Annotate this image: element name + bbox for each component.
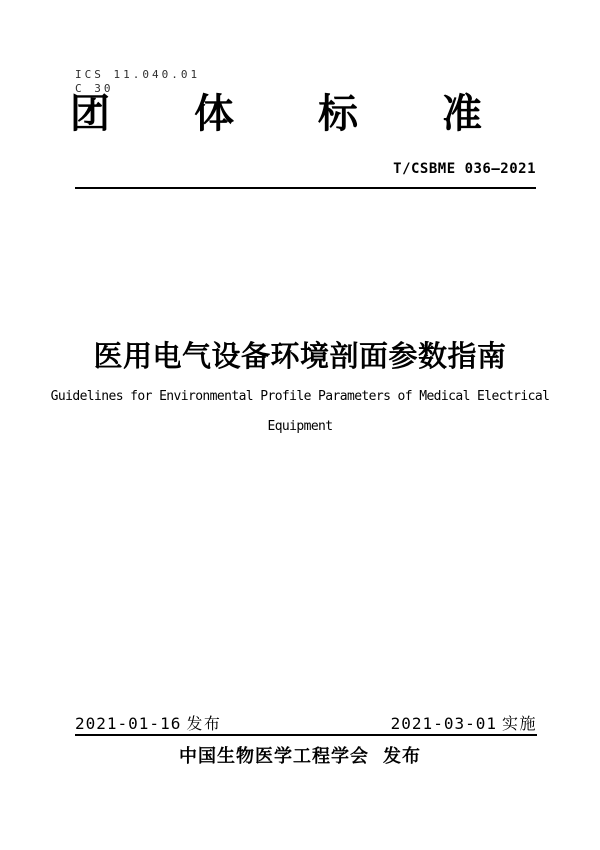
doc-type-title	[70, 92, 482, 136]
document-title-en-line1: Guidelines for Environmental Profile Parameters of Medical Electrical	[50, 389, 550, 404]
footer-rule	[75, 734, 537, 736]
document-title-en	[0, 382, 600, 442]
doc-type-char: 体	[194, 92, 234, 136]
publisher-row	[0, 742, 600, 768]
standard-number: T/CSBME 036—2021	[393, 161, 536, 177]
document-title-zh: 医用电气设备环境剖面参数指南	[93, 341, 507, 373]
publisher-name: 中国生物医学工程学会	[179, 746, 369, 766]
release-label: 发布	[186, 714, 222, 733]
doc-type-char: 团	[70, 92, 110, 136]
implementation-label: 实施	[501, 714, 537, 733]
implementation-date-group	[391, 711, 537, 734]
release-date-group	[75, 711, 221, 734]
ics-code: ICS 11.040.01	[75, 68, 201, 81]
header-rule	[75, 187, 536, 189]
implementation-date: 2021-03-01	[390, 714, 497, 733]
publisher-action-label: 发布	[383, 746, 421, 766]
classification-code: C 30	[75, 82, 114, 95]
doc-type-char: 准	[442, 92, 482, 136]
release-date: 2021-01-16	[75, 714, 182, 733]
dates-row	[75, 711, 537, 734]
document-title-en-line2: Equipment	[267, 419, 333, 434]
doc-type-char: 标	[318, 92, 358, 136]
